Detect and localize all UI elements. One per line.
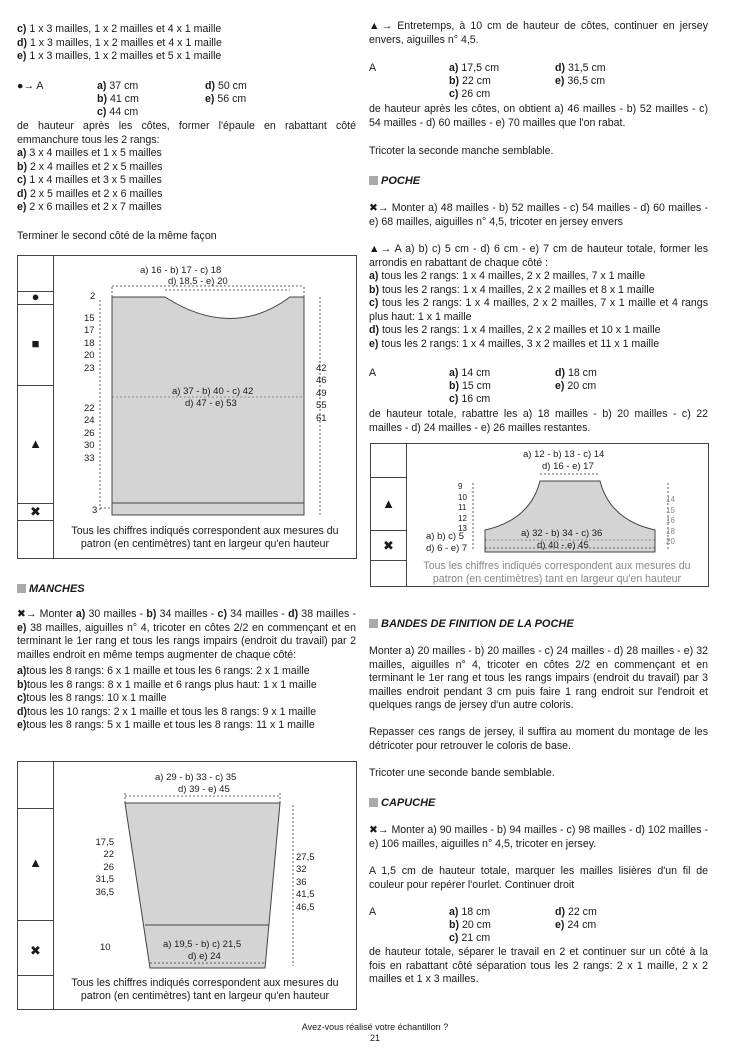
- size-e: e) 24 cm: [555, 919, 597, 931]
- shoulder-line: a) 3 x 4 mailles et 1 x 5 mailles: [17, 147, 162, 159]
- size-d: d) 18 cm: [555, 367, 597, 379]
- sleeve-top-1: a) 29 - b) 33 - c) 35: [155, 772, 237, 783]
- cross-icon: ✖: [30, 943, 41, 958]
- size-b: b) 41 cm: [97, 93, 139, 105]
- size-e: e) 20 cm: [555, 380, 597, 392]
- shoulder-text: de hauteur après les côtes, former l'épaule en rabattant côté emmanchure tous les 2 rangs:: [17, 120, 356, 146]
- square-icon: ■: [31, 336, 40, 351]
- pocket-caption: Tous les chiffres indiqués correspondent aux mesures du patron (en centimètres) tant en largeur qu'en hauteur: [423, 560, 691, 585]
- sleeve-top-2: d) 39 - e) 45: [178, 784, 230, 795]
- after-cotes-text: de hauteur après les côtes, on obtient a) 46 mailles - b) 52 mailles - c) 54 mailles - d) 60 mailles - e) 70 mailles que l'on rabat.: [369, 103, 708, 129]
- pocket-right: 14 15 16 18 20: [666, 495, 675, 547]
- body-bottom: 3: [92, 505, 98, 516]
- seconde-bande-text: Tricoter une seconde bande semblable.: [369, 767, 555, 779]
- size-c: c) 16 cm: [449, 393, 491, 405]
- intro-line: e) 1 x 3 mailles, 1 x 2 mailles et 5 x 1 maille: [17, 50, 222, 63]
- poche-line: c) tous les 2 rangs: 1 x 4 mailles, 2 x 2 mailles, 7 x 1 maille et 4 rangs plus haut: 1 x 1 maille: [369, 297, 708, 323]
- size-c: c) 21 cm: [449, 932, 491, 944]
- circle-icon: ●: [31, 289, 40, 304]
- triangle-icon: ▲: [29, 436, 42, 451]
- finish-text: Terminer le second côté de la même façon: [17, 230, 217, 242]
- size-b: b) 20 cm: [449, 919, 491, 931]
- size-e: e) 56 cm: [205, 93, 247, 105]
- capuche-marquer: A 1,5 cm de hauteur totale, marquer les mailles lisières d'un fil de couleur pour repérer l'ourlet. Continuer droit: [369, 865, 708, 891]
- size-e: e) 36,5 cm: [555, 75, 606, 87]
- body-mid-1: a) 37 - b) 40 - c) 42: [172, 386, 254, 397]
- pocket-bl-2: d) 6 - e) 7: [426, 543, 468, 554]
- triangle-icon: ▲: [382, 496, 395, 511]
- cross-icon: ✖: [383, 538, 394, 553]
- shoulder-line: b) 2 x 4 mailles et 2 x 5 mailles: [17, 160, 163, 173]
- sleeve-left-bottom: 10: [100, 942, 111, 953]
- shoulder-line: d) 2 x 5 mailles et 2 x 6 mailles: [17, 187, 163, 200]
- poche-line: b) tous les 2 rangs: 1 x 4 mailles, 2 x 2 mailles et 8 x 1 maille: [369, 283, 655, 296]
- cross-icon: ✖: [30, 504, 41, 519]
- manches-line: e)tous les 8 rangs: 5 x 1 maille et tous les 8 rangs: 11 x 1 maille: [17, 719, 315, 732]
- manches-line: c)tous les 8 rangs: 10 x 1 maille: [17, 692, 167, 705]
- page-number: 21: [369, 1033, 380, 1043]
- pocket-top-1: a) 12 - b) 13 - c) 14: [523, 449, 605, 460]
- size-a: a) 14 cm: [449, 367, 491, 379]
- capuche-end: de hauteur totale, séparer le travail en 2 et continuer sur un côté à la fois en rabattant côté séparation tous les 2 rangs: 2 x 1 maille, 2 x 2 mailles et 1 x 3 mailles.: [369, 946, 708, 986]
- footer-question: Avez-vous réalisé votre échantillon ?: [301, 1022, 449, 1032]
- a-label: A: [369, 906, 377, 918]
- size-a: a) 37 cm: [97, 80, 139, 92]
- triangle-icon: ▲: [29, 855, 42, 870]
- size-c: c) 26 cm: [449, 88, 491, 100]
- manches-title: MANCHES: [17, 583, 85, 595]
- size-c: c) 44 cm: [97, 106, 139, 118]
- second-sleeve-text: Tricoter la seconde manche semblable.: [369, 145, 554, 157]
- sleeve-bot-2: d) e) 24: [188, 951, 221, 962]
- poche-line: d) tous les 2 rangs: 1 x 4 mailles, 2 x 2 mailles et 10 x 1 maille: [369, 324, 661, 337]
- size-a: a) 18 cm: [449, 906, 491, 918]
- size-d: d) 22 cm: [555, 906, 597, 918]
- body-top-2: d) 18,5 - e) 20: [168, 276, 228, 287]
- body-left-b: 22 24 26 30 33: [84, 403, 95, 464]
- sleeve-bot-1: a) 19,5 - b) c) 21,5: [163, 939, 242, 950]
- size-b: b) 22 cm: [449, 75, 491, 87]
- poche-monter: ✖→ Monter a) 48 mailles - b) 52 mailles - c) 54 mailles - d) 60 mailles - e) 68 mailles, aiguilles n° 4,5, tricoter en jersey envers: [369, 202, 708, 228]
- repasser-text: Repasser ces rangs de jersey, il suffira au moment du montage de les détricoter pour retrouver le coloris de base.: [369, 726, 708, 752]
- size-a: a) 17,5 cm: [449, 62, 500, 74]
- a-marker: ●→ A: [17, 80, 44, 92]
- pocket-mid-1: a) 32 - b) 34 - c) 36: [521, 528, 603, 539]
- pocket-top-2: d) 16 - e) 17: [542, 461, 594, 472]
- pocket-bl-1: a) b) c) 5: [426, 531, 465, 542]
- capuche-monter: ✖→ Monter a) 90 mailles - b) 94 mailles - c) 98 mailles - d) 102 mailles - e) 106 mailles, aiguilles n° 4,5, tricoter en jersey.: [369, 824, 708, 850]
- manches-line: a)tous les 8 rangs: 6 x 1 maille et tous les 6 rangs: 2 x 1 maille: [17, 665, 310, 677]
- bandes-title: BANDES DE FINITION DE LA POCHE: [369, 618, 574, 630]
- poche-line: e) tous les 2 rangs: 1 x 4 mailles, 3 x 2 mailles et 11 x 1 maille: [369, 337, 660, 350]
- sleeve-right: 27,5 32 36 41,5 46,5: [296, 852, 315, 913]
- entretemps-text: ▲→ Entretemps, à 10 cm de hauteur de côtes, continuer en jersey envers, aiguilles n° 4,5.: [369, 20, 708, 46]
- poche-title: POCHE: [369, 175, 420, 187]
- a-label: A: [369, 367, 377, 379]
- sleeve-left: 17,5 22 26 31,5 36,5: [95, 837, 114, 898]
- manches-intro: ✖→ Monter a) 30 mailles - b) 34 mailles - c) 34 mailles - d) 38 mailles - e) 38 mailles, aiguilles n° 4, tricoter en côtes 2/2 en commençant et en terminant le 1er rang et tous les rangs impairs (endroit du travail) par 2 mailles endroit en même temps augmenter de chaque côté:: [17, 608, 357, 661]
- sleeve-caption: Tous les chiffres indiqués correspondent aux mesures du patron (en centimètres) tant en largeur qu'en hauteur: [71, 977, 339, 1002]
- intro-line: d) 1 x 3 mailles, 1 x 2 mailles et 4 x 1 maille: [17, 36, 222, 49]
- shoulder-line: e) 2 x 6 mailles et 2 x 7 mailles: [17, 201, 162, 214]
- pocket-mid-2: d) 40 - e) 45: [537, 540, 589, 551]
- poche-line: a) tous les 2 rangs: 1 x 4 mailles, 2 x 2 mailles, 7 x 1 maille: [369, 270, 646, 282]
- body-right: 42 46 49 55 61: [316, 363, 327, 424]
- body-top-1: a) 16 - b) 17 - c) 18: [140, 265, 222, 276]
- shoulder-line: c) 1 x 4 mailles et 3 x 5 mailles: [17, 174, 162, 187]
- body-mid-2: d) 47 - e) 53: [185, 398, 237, 409]
- capuche-title: CAPUCHE: [369, 797, 435, 809]
- size-b: b) 15 cm: [449, 380, 491, 392]
- manches-line: b)tous les 8 rangs: 8 x 1 maille et 6 rangs plus haut: 1 x 1 maille: [17, 678, 317, 691]
- bandes-text: Monter a) 20 mailles - b) 20 mailles - c) 24 mailles - d) 28 mailles - e) 32 mailles, aiguilles n° 4, tricoter en côtes 2/2 en commençant et en terminant le 1er rang et tous les rangs impairs (endroit du travail) par 3 mailles endroit pendant 3 cm puis faire 1 rang endroit sur l'endroit et quelques rangs de jersey d'un autre coloris.: [369, 645, 708, 712]
- footer: [0, 1022, 750, 1044]
- size-d: d) 50 cm: [205, 80, 247, 92]
- poche-arrondis: ▲→ A a) b) c) 5 cm - d) 6 cm - e) 7 cm de hauteur totale, former les arrondis en rabattant de chaque côté :: [369, 243, 708, 269]
- manches-line: d)tous les 10 rangs: 2 x 1 maille et tous les 8 rangs: 9 x 1 maille: [17, 705, 317, 718]
- body-neck: 2: [90, 291, 96, 302]
- pocket-left: 9 10 11 12 13: [458, 482, 467, 534]
- size-d: d) 31,5 cm: [555, 62, 606, 74]
- a-label: A: [369, 62, 377, 74]
- intro-line: c) 1 x 3 mailles, 1 x 2 mailles et 4 x 1 maille: [17, 23, 222, 35]
- body-left-a: 15 17 18 20 23: [84, 313, 95, 374]
- body-caption: Tous les chiffres indiqués correspondent aux mesures du patron (en centimètres) tant en largeur qu'en hauteur: [71, 525, 339, 550]
- poche-total: de hauteur totale, rabattre les a) 18 mailles - b) 20 mailles - c) 22 mailles - d) 24 mailles - e) 26 mailles restantes.: [369, 408, 708, 434]
